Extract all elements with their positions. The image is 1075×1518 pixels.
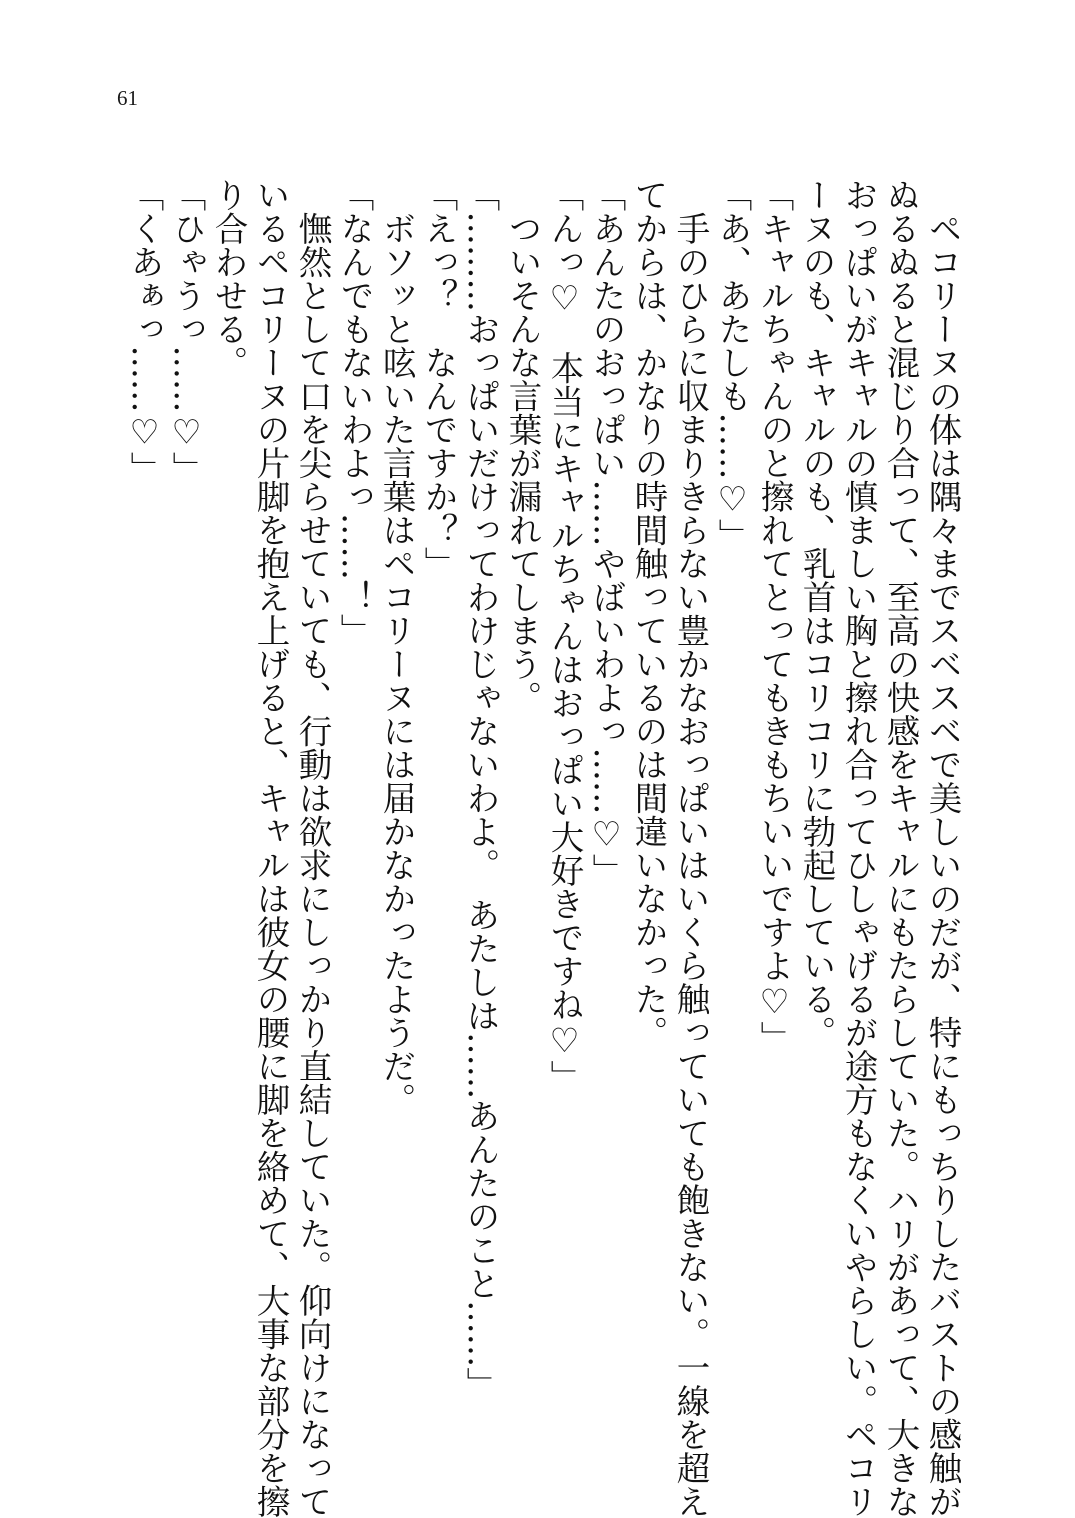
text-line: いるペコリーヌの片脚を抱え上げると、キャルは彼女の腰に脚を絡めて、大事な部分を擦 [251, 178, 290, 1518]
text-line: ペコリーヌの体は隅々までスベスベで美しいのだが、特にもっちりしたバストの感触が [923, 178, 962, 1518]
text-line: ボソッと呟いた言葉はペコリーヌには届かなかったようだ。 [377, 178, 416, 1116]
text-line: 「なんでもないわよっ……！」 [335, 178, 374, 647]
text-line: ついそんな言葉が漏れてしまう。 [503, 178, 542, 714]
text-line: ーヌのも、キャルのも、乳首はコリコリに勃起している。 [797, 178, 836, 1049]
text-line: 手のひらに収まりきらない豊かなおっぱいはいくら触っていても飽きない。一線を超え [671, 178, 710, 1518]
text-line: ぬるぬると混じり合って、至高の快感をキャルにもたらしていた。ハリがあって、大きな [881, 178, 920, 1518]
text-line: 「えっ？ なんですか？」 [419, 178, 458, 580]
text-line: おっぱいがキャルの慎ましい胸と擦れ合ってひしゃげるが途方もなくいやらしい。ペコリ [839, 178, 878, 1518]
text-line: 「くあぁっ……♡」 [125, 178, 164, 485]
page-number: 61 [117, 86, 138, 110]
text-line: 「あんたのおっぱい……やばいわよっ……♡」 [587, 178, 626, 887]
text-line: 「ひゃうっ……♡」 [167, 178, 206, 485]
text-line: てからは、かなりの時間触っているのは間違いなかった。 [629, 178, 668, 1049]
text-line: 「あ、あたしも……♡」 [713, 178, 752, 552]
vertical-body-text [125, 178, 963, 1518]
text-line: り合わせる。 [209, 178, 248, 379]
text-line: 「キャルちゃんのと擦れてとってもきもちいいですよ♡」 [755, 178, 794, 1055]
text-line: 「んっ♡ 本当にキャルちゃんはおっぱい大好きですね♡」 [545, 178, 584, 1094]
text-line: 「………おっぱいだけってわけじゃないわよ。 あたしは……あんたのこと……」 [461, 178, 500, 1401]
text-line: 憮然として口を尖らせていても、行動は欲求にしっかり直結していた。仰向けになって [293, 178, 332, 1518]
